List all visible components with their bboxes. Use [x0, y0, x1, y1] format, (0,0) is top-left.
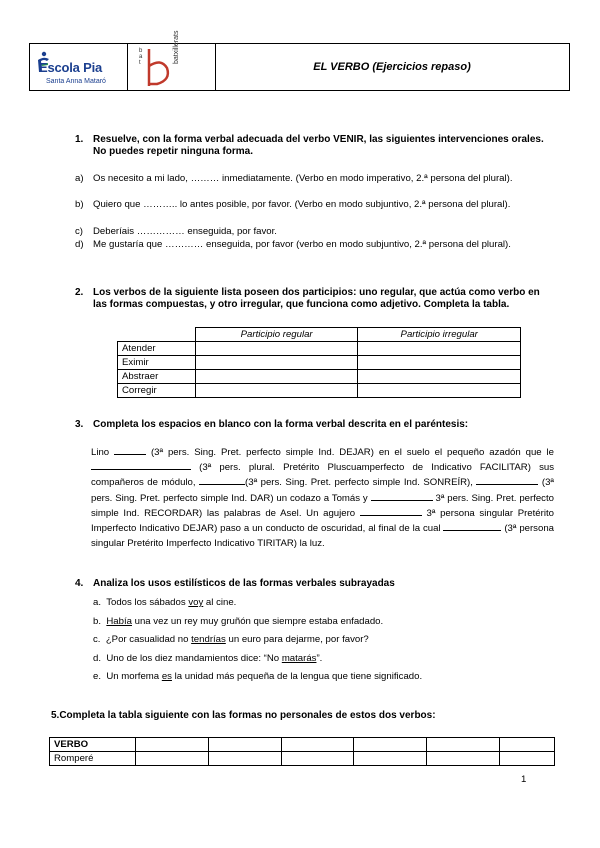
logo-subtitle: Santa Anna Mataró [46, 78, 106, 85]
q1-item-b: Quiero que ……….. lo antes posible, por favor. (Verbo en modo subjuntivo, 2.ª persona del plural). [93, 199, 511, 210]
q1-item-label: c) [75, 226, 83, 237]
q5-statement: 5.Completa la tabla siguiente con las formas no personales de estos dos verbos: [51, 710, 436, 721]
col-irregular: Participio irregular [358, 328, 521, 342]
blank-1[interactable] [114, 445, 146, 455]
table-row [118, 356, 521, 370]
logo2-text: batxillerats [173, 30, 180, 64]
answer-cell[interactable] [208, 738, 281, 752]
answer-cell[interactable] [195, 370, 358, 384]
blank-3[interactable] [199, 475, 245, 485]
answer-cell[interactable] [195, 342, 358, 356]
q2-statement: Los verbos de la siguiente lista poseen dos participios: uno regular, que actúa como verbo en las formas compuestas, y otro irregular, que funciona como adjetivo. Completa la tabla. [93, 287, 540, 310]
answer-cell[interactable] [281, 752, 354, 766]
answer-cell[interactable] [500, 738, 555, 752]
q1-item-c: Deberíais …………… enseguida, por favor. [93, 226, 277, 237]
table-corner [118, 328, 196, 342]
q2-number: 2. [75, 287, 84, 298]
blank-6[interactable] [360, 506, 422, 516]
col-regular: Participio regular [195, 328, 358, 342]
q3-statement: Completa los espacios en blanco con la forma verbal descrita en el paréntesis: [93, 419, 469, 430]
answer-cell[interactable] [354, 738, 427, 752]
q4-item-d: d. Uno de los diez mandamientos dice: “No matarás”. [93, 653, 323, 664]
q1-item-d: Me gustaría que ………… enseguida, por favor (verbo en modo subjuntivo, 2.ª persona del plural). [93, 239, 511, 250]
answer-cell[interactable] [135, 752, 208, 766]
logo2-vertical-text: b a t [139, 48, 143, 66]
answer-cell[interactable] [358, 370, 521, 384]
q4-statement: Analiza los usos estilísticos de las formas verbales subrayadas [93, 578, 395, 589]
blank-5[interactable] [371, 491, 433, 501]
page-title: EL VERBO (Ejercicios repaso) [313, 61, 471, 73]
answer-cell[interactable] [358, 356, 521, 370]
verb-header: VERBO [50, 738, 136, 752]
q1-item-label: a) [75, 173, 84, 184]
q1-item-label: d) [75, 239, 84, 250]
q3-number: 3. [75, 419, 84, 430]
q4-item-e: e. Un morfema es la unidad más pequeña de la lengua que tiene significado. [93, 671, 423, 682]
table-row [118, 370, 521, 384]
verb-cell: Abstraer [118, 370, 196, 384]
answer-cell[interactable] [500, 752, 555, 766]
verb-cell: Atender [118, 342, 196, 356]
blank-2[interactable] [91, 460, 191, 470]
blank-7[interactable] [443, 521, 501, 531]
answer-cell[interactable] [208, 752, 281, 766]
answer-cell[interactable] [281, 738, 354, 752]
table-row [118, 342, 521, 356]
escola-pia-logo [30, 44, 128, 90]
q4-item-a: a. Todos los sábados voy al cine. [93, 597, 237, 608]
q1-item-a: Os necesito a mi lado, ……… inmediatamente. (Verbo en modo imperativo, 2.ª persona del plural). [93, 173, 513, 184]
verb-cell: Romperé [50, 752, 136, 766]
answer-cell[interactable] [358, 384, 521, 398]
verb-cell: Eximir [118, 356, 196, 370]
table-row [50, 752, 555, 766]
answer-cell[interactable] [135, 738, 208, 752]
logo-name: Escola Pia [39, 60, 103, 75]
table-row [50, 738, 555, 752]
blank-4[interactable] [476, 475, 538, 485]
verb-cell: Corregir [118, 384, 196, 398]
answer-cell[interactable] [427, 752, 500, 766]
q1-number: 1. [75, 134, 84, 145]
q4-item-c: c. ¿Por casualidad no tendrías un euro para dejarme, por favor? [93, 634, 369, 645]
q4-item-b: b. Había una vez un rey muy gruñón que siempre estaba enfadado. [93, 616, 384, 627]
q4-number: 4. [75, 578, 84, 589]
answer-cell[interactable] [427, 738, 500, 752]
participles-table [117, 327, 521, 398]
q1-item-label: b) [75, 199, 84, 210]
answer-cell[interactable] [354, 752, 427, 766]
q1-statement: Resuelve, con la forma verbal adecuada del verbo VENIR, las siguientes intervenciones orales. No puedes repetir ninguna forma. [93, 134, 544, 157]
q3-paragraph: Lino (3ª pers. Sing. Pret. perfecto simple Ind. DEJAR) en el suelo el pequeño azadón que le (3ª pers. plural. Pretérito Pluscuamperfecto de Indicativo FACILITAR) sus compañeros de módulo, (3ª pers. Sing. Pret. perfecto simple Ind. SONREÍR), (3ª pers. Sing. Pret. perfecto simple Ind. DAR) un codazo a Tomás y 3ª pers. Sing. Pret. perfecto simple Ind. RECORDAR) las palabras de Asel. Un agujero 3ª persona singular Pretérito Imperfecto Indicativo DEJAR) paso a un conducto de oscuridad, al final de la cual (3ª persona singular Pretérito Imperfecto Indicativo TIRITAR) la luz. [91, 447, 555, 550]
table-row [118, 384, 521, 398]
answer-cell[interactable] [195, 384, 358, 398]
nonpersonal-forms-table [49, 737, 555, 766]
page-number: 1 [521, 774, 527, 785]
document-header [29, 30, 570, 91]
answer-cell[interactable] [358, 342, 521, 356]
batxillerats-logo [127, 30, 216, 90]
answer-cell[interactable] [195, 356, 358, 370]
